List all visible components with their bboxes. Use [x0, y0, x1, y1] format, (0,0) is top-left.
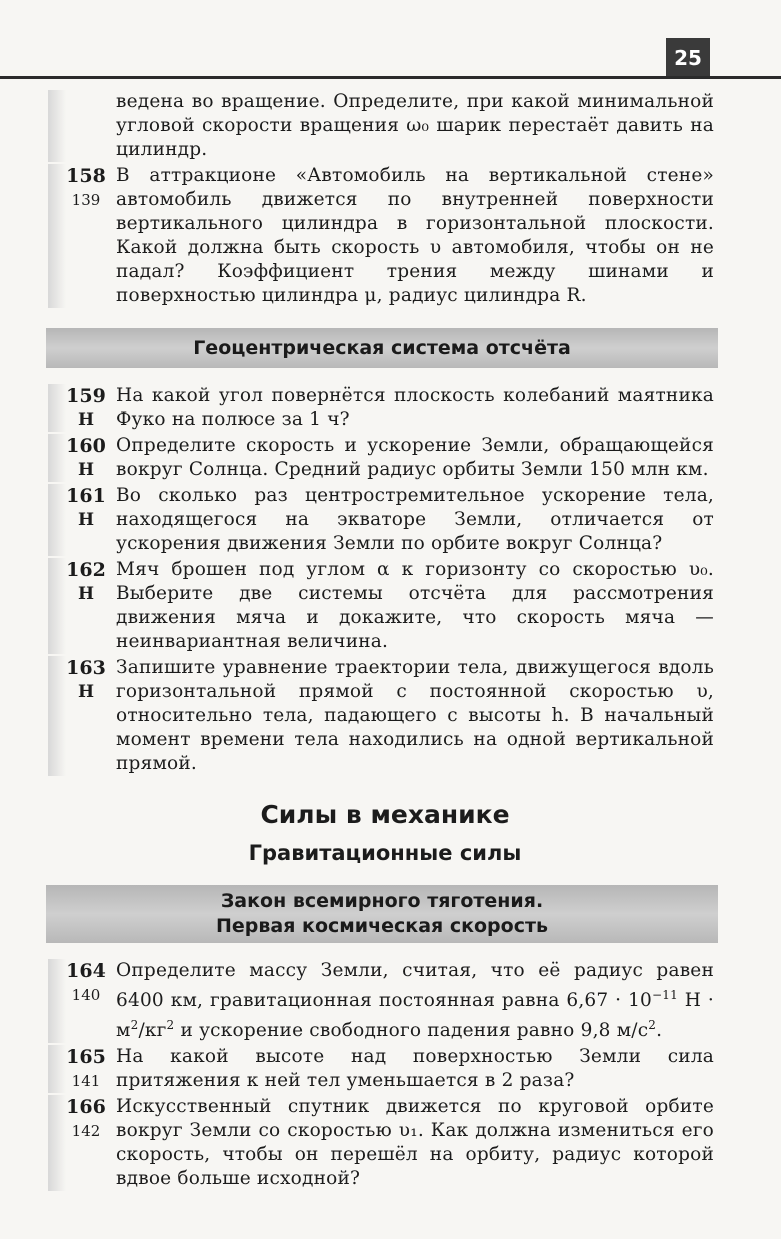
- problem-ref: Н: [77, 510, 95, 530]
- problem-text: На какой высоте над поверхностью Земли сила притяжения к ней тел уменьшается в 2 раза?: [116, 1046, 714, 1091]
- problem-ref: 141: [71, 1072, 101, 1090]
- problem-text: Определите скорость и ускорение Земли, обращающейся вокруг Солнца. Средний радиус орбиты Земли 150 млн км.: [116, 435, 714, 480]
- problem-number: 160: [66, 435, 106, 457]
- section-heading-gravitation: [46, 885, 718, 943]
- section-heading-line-2: Первая космическая скорость: [216, 915, 548, 937]
- problem-ref: 142: [71, 1122, 101, 1140]
- problem-160: [56, 434, 714, 482]
- problem-number: 163: [66, 657, 106, 679]
- section-heading-text: Геоцентрическая система отсчёта: [193, 337, 571, 359]
- problem-164: [56, 959, 714, 1043]
- problem-ref: 140: [71, 986, 101, 1004]
- problem-text: Во сколько раз центростремительное ускорение тела, находящегося на экваторе Земли, отличается от ускорения движения Земли по орбите вокруг Солнца?: [116, 485, 714, 554]
- problem-ref: Н: [77, 584, 95, 604]
- problem-159: [56, 384, 714, 432]
- problem-text: Искусственный спутник движется по круговой орбите вокруг Земли со скоростью υ₁. Как должна измениться его скорость, чтобы он перешёл на орбиту, радиус которой вдвое больше исходной?: [116, 1096, 714, 1189]
- problem-163: [56, 656, 714, 776]
- problem-ref: 139: [71, 191, 101, 209]
- problem-166: [56, 1095, 714, 1191]
- problem-number: 159: [66, 385, 106, 407]
- problem-161: [56, 484, 714, 556]
- problem-number: 164: [66, 960, 106, 982]
- page-content: [56, 90, 714, 1193]
- page-number: 25: [666, 38, 710, 78]
- problem-158: [56, 164, 714, 308]
- section-heading-line-1: Закон всемирного тяготения.: [220, 890, 544, 912]
- problem-165: [56, 1045, 714, 1093]
- problem-text: Запишите уравнение траектории тела, движущегося вдоль горизонтальной прямой с постоянной скоростью υ, относительно тела, падающего с высоты h. В начальный момент времени тела находились на одной вертикальной прямой.: [116, 657, 714, 774]
- problem-157-continuation: [56, 90, 714, 162]
- section-heading-geocentric: [46, 328, 718, 368]
- problem-162: [56, 558, 714, 654]
- header-rule: [0, 76, 781, 79]
- problem-number: 165: [66, 1046, 106, 1068]
- problem-number: 158: [66, 165, 106, 187]
- problem-number: 161: [66, 485, 106, 507]
- problem-ref: Н: [77, 460, 95, 480]
- problem-number: 166: [66, 1096, 106, 1118]
- problem-text: Мяч брошен под углом α к горизонту со скоростью υ₀. Выберите две системы отсчёта для рассмотрения движения мяча и докажите, что скорость мяча — неинвариантная величина.: [116, 559, 714, 652]
- chapter-subtitle: Гравитационные силы: [248, 841, 522, 865]
- chapter-title: Силы в механике: [260, 800, 510, 829]
- problem-text: В аттракционе «Автомобиль на вертикальной стене» автомобиль движется по внутренней поверхности вертикального цилиндра в горизонтальной плоскости. Какой должна быть скорость υ автомобиля, чтобы он не падал? Коэффициент трения между шинами и поверхностью цилиндра μ, радиус цилиндра R.: [116, 165, 714, 306]
- problem-ref: Н: [77, 410, 95, 430]
- problem-text: ведена во вращение. Определите, при какой минимальной угловой скорости вращения ω₀ шарик перестаёт давить на цилиндр.: [116, 91, 714, 160]
- problem-text: Определите массу Земли, считая, что её радиус равен 6400 км, гравитационная постоянная равна $6,67 \cdot 10^{-11}$ $Н \cdot м^2/кг^2$ и ускорение свободного падения равно 9,8 $м/с^2$.: [116, 960, 714, 1041]
- problem-text: На какой угол повернётся плоскость колебаний маятника Фуко на полюсе за 1 ч?: [116, 385, 714, 430]
- problem-number: 162: [66, 559, 106, 581]
- problem-ref: Н: [77, 682, 95, 702]
